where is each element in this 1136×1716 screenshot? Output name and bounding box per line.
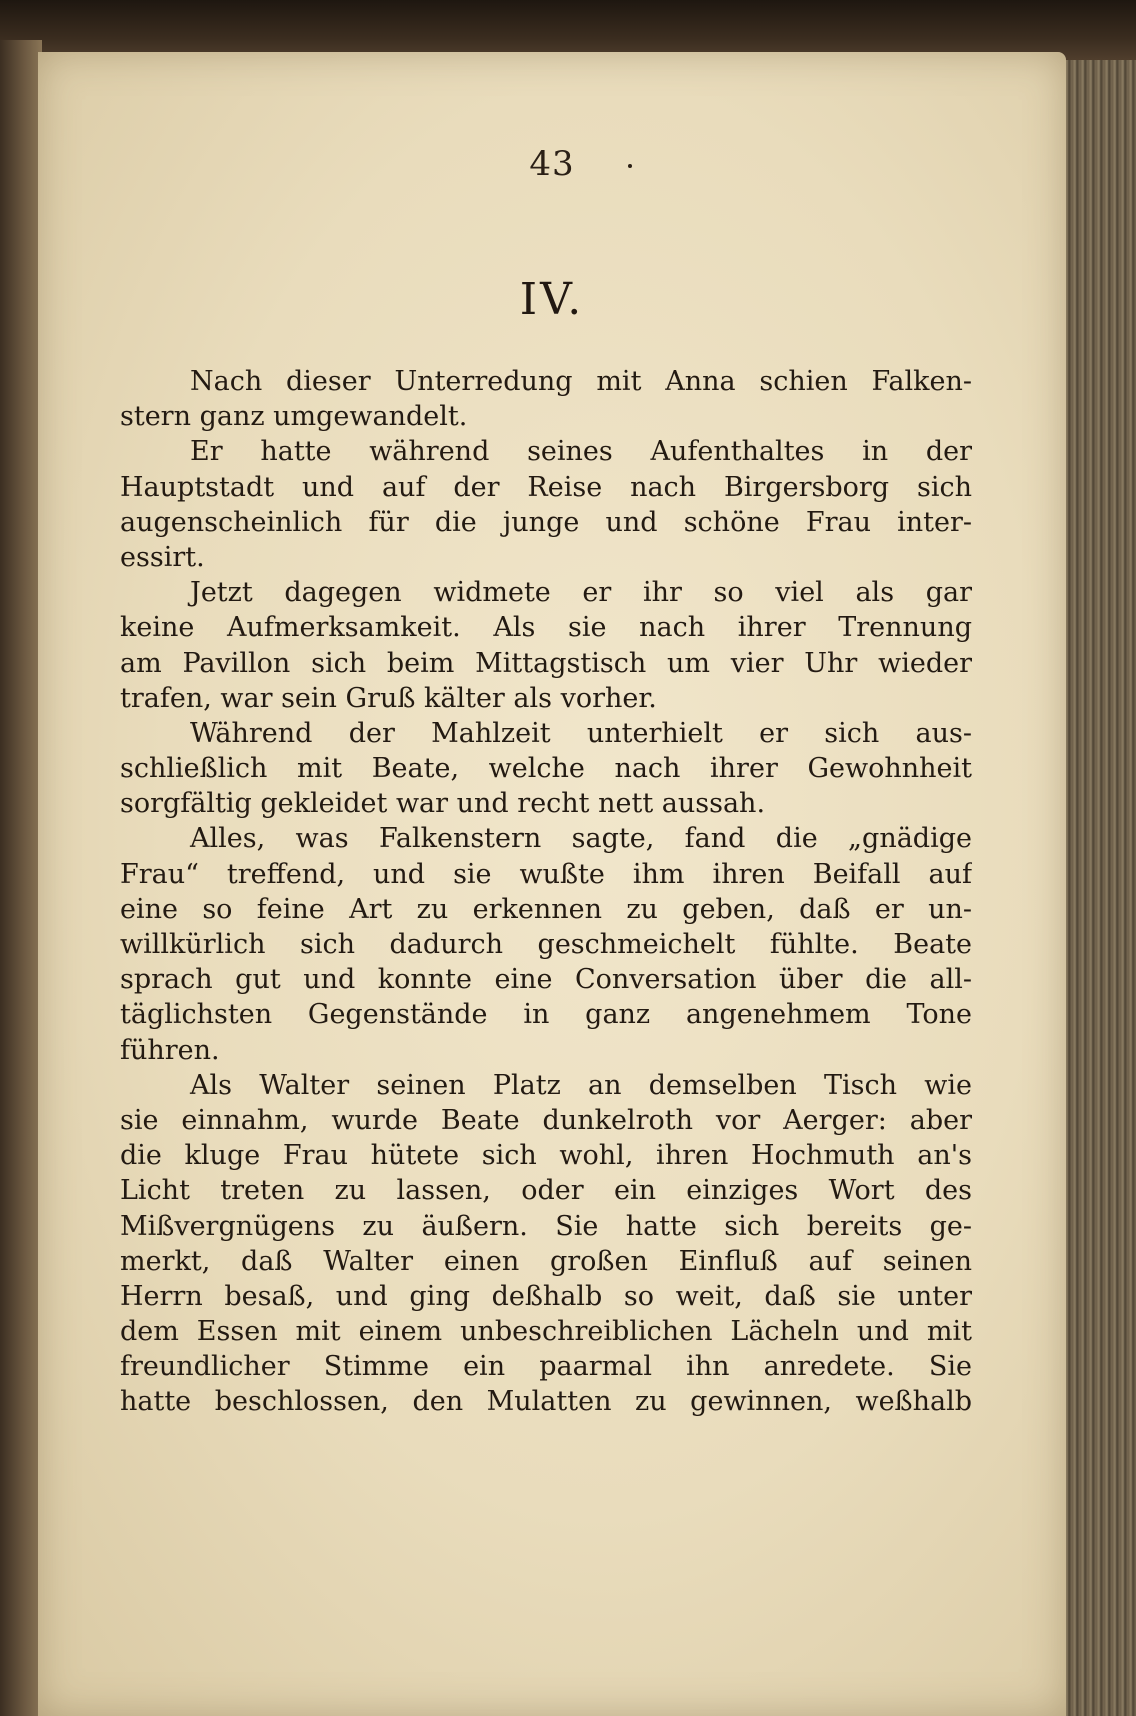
- text-line: Alles, was Falkenstern sagte, fand die „gnädige: [190, 823, 972, 855]
- text-line: Mißvergnügens zu äußern. Sie hatte sich bereits ge-: [120, 1210, 972, 1242]
- page-edges: [1054, 60, 1136, 1716]
- text-line: Hauptstadt und auf der Reise nach Birgersborg sich: [120, 471, 972, 503]
- book-page: [38, 52, 1066, 1716]
- chapter-heading: IV.: [519, 274, 585, 325]
- text-line: sorgfältig gekleidet war und recht nett aussah.: [120, 788, 766, 820]
- text-line: keine Aufmerksamkeit. Als sie nach ihrer Trennung: [120, 612, 972, 644]
- text-line: führen.: [120, 1034, 220, 1066]
- text-line: Nach dieser Unterredung mit Anna schien Falken-: [190, 366, 972, 397]
- text-line: sie einnahm, wurde Beate dunkelroth vor Aerger: aber: [120, 1104, 972, 1136]
- text-line: stern ganz umgewandelt.: [120, 401, 468, 433]
- text-line: Jetzt dagegen widmete er ihr so viel als gar: [190, 577, 972, 609]
- text-line: Als Walter seinen Platz an demselben Tisch wie: [190, 1069, 972, 1101]
- text-line: essirt.: [120, 541, 205, 573]
- text-line: täglichsten Gegenstände in ganz angenehmem Tone: [120, 999, 972, 1031]
- text-line: Während der Mahlzeit unterhielt er sich aus-: [190, 717, 972, 749]
- text-line: merkt, daß Walter einen großen Einfluß auf seinen: [120, 1245, 972, 1277]
- text-line: hatte beschlossen, den Mulatten zu gewinnen, weßhalb: [120, 1386, 972, 1418]
- print-mark: [628, 164, 632, 168]
- text-line: willkürlich sich dadurch geschmeichelt fühlte. Beate: [120, 929, 972, 960]
- text-line: schließlich mit Beate, welche nach ihrer Gewohnheit: [120, 753, 972, 785]
- text-line: freundlicher Stimme ein paarmal ihn anredete. Sie: [120, 1351, 972, 1383]
- text-line: dem Essen mit einem unbeschreiblichen Lächeln und mit: [120, 1316, 972, 1348]
- text-line: eine so feine Art zu erkennen zu geben, daß er un-: [120, 893, 972, 925]
- page-number: 43: [529, 144, 575, 184]
- page-gutter: [0, 40, 42, 1716]
- text-line: Herrn besaß, und ging deßhalb so weit, daß sie unter: [120, 1280, 972, 1312]
- text-line: augenscheinlich für die junge und schöne Frau inter-: [120, 506, 972, 538]
- text-line: Licht treten zu lassen, oder ein einziges Wort des: [120, 1175, 972, 1207]
- text-line: sprach gut und konnte eine Conversation über die all-: [120, 964, 972, 996]
- body-text: [120, 364, 972, 1420]
- text-line: Frau“ treffend, und sie wußte ihm ihren Beifall auf: [120, 858, 972, 890]
- text-line: am Pavillon sich beim Mittagstisch um vier Uhr wieder: [120, 647, 972, 679]
- text-line: Er hatte während seines Aufenthaltes in der: [190, 436, 972, 468]
- text-line: die kluge Frau hütete sich wohl, ihren Hochmuth an's: [120, 1140, 972, 1172]
- text-line: trafen, war sein Gruß kälter als vorher.: [120, 682, 657, 714]
